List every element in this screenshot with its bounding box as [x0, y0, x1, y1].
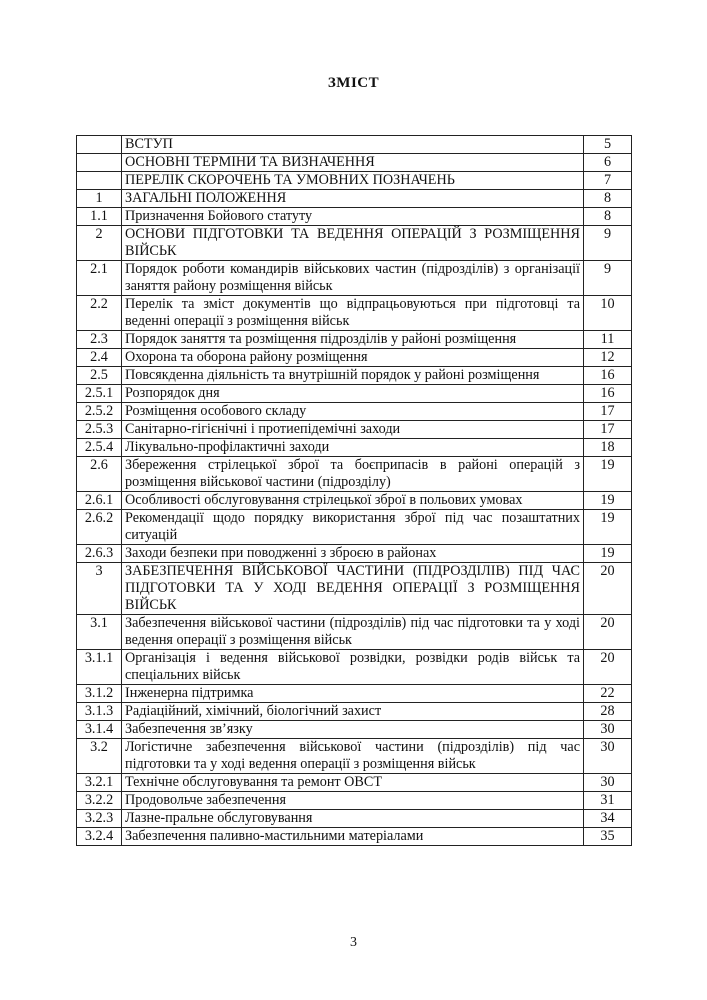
- toc-page-number: 8: [584, 190, 632, 208]
- toc-section-title: Лазне-пральне обслуговування: [122, 810, 584, 828]
- toc-section-number: [77, 136, 122, 154]
- toc-row: [77, 721, 632, 739]
- toc-page-number: 28: [584, 703, 632, 721]
- toc-section-number: 2.5.3: [77, 421, 122, 439]
- toc-section-number: 3.2: [77, 739, 122, 774]
- toc-section-title: Логістичне забезпечення військової частини (підрозділів) під час підготовки та у ході ведення операції з розміщення військ: [122, 739, 584, 774]
- toc-page-number: 19: [584, 457, 632, 492]
- toc-section-number: [77, 172, 122, 190]
- toc-section-title: Організація і ведення військової розвідки, розвідки родів військ та спеціальних військ: [122, 650, 584, 685]
- toc-page-number: 30: [584, 774, 632, 792]
- toc-row: [77, 439, 632, 457]
- toc-page-number: 19: [584, 545, 632, 563]
- toc-page-number: 12: [584, 349, 632, 367]
- toc-row: [77, 563, 632, 615]
- toc-row: [77, 190, 632, 208]
- toc-row: [77, 774, 632, 792]
- toc-row: [77, 208, 632, 226]
- toc-section-number: 3.2.3: [77, 810, 122, 828]
- toc-row: [77, 403, 632, 421]
- toc-section-title: Лікувально-профілактичні заходи: [122, 439, 584, 457]
- toc-page-number: 8: [584, 208, 632, 226]
- toc-row: [77, 650, 632, 685]
- toc-row: [77, 457, 632, 492]
- toc-section-title: Рекомендації щодо порядку використання зброї під час позаштатних ситуацій: [122, 510, 584, 545]
- toc-row: [77, 296, 632, 331]
- toc-section-number: [77, 154, 122, 172]
- toc-section-title: Охорона та оборона району розміщення: [122, 349, 584, 367]
- toc-row: [77, 492, 632, 510]
- toc-row: [77, 792, 632, 810]
- toc-row: [77, 828, 632, 846]
- toc-section-title: Перелік та зміст документів що відпрацьовуються при підготовці та веденні операції з розміщення військ: [122, 296, 584, 331]
- toc-section-title: Порядок роботи командирів військових частин (підрозділів) з організації заняття району розміщення військ: [122, 261, 584, 296]
- toc-row: [77, 545, 632, 563]
- toc-page-number: 16: [584, 367, 632, 385]
- toc-row: [77, 367, 632, 385]
- toc-section-number: 2.6.1: [77, 492, 122, 510]
- toc-section-number: 3.2.1: [77, 774, 122, 792]
- toc-body: [77, 136, 632, 846]
- toc-row: [77, 703, 632, 721]
- toc-page-number: 22: [584, 685, 632, 703]
- toc-section-title: ПЕРЕЛІК СКОРОЧЕНЬ ТА УМОВНИХ ПОЗНАЧЕНЬ: [122, 172, 584, 190]
- toc-section-number: 2.6: [77, 457, 122, 492]
- toc-section-title: Радіаційний, хімічний, біологічний захист: [122, 703, 584, 721]
- toc-section-title: Збереження стрілецької зброї та боєприпасів в районі операцій з розміщення військової частини (підрозділу): [122, 457, 584, 492]
- toc-section-number: 3.1.1: [77, 650, 122, 685]
- toc-section-title: Санітарно-гігієнічні і протиепідемічні заходи: [122, 421, 584, 439]
- toc-page-number: 16: [584, 385, 632, 403]
- toc-section-title: Заходи безпеки при поводженні з зброєю в районах: [122, 545, 584, 563]
- toc-section-title: Повсякденна діяльність та внутрішній порядок у районі розміщення: [122, 367, 584, 385]
- toc-page-number: 18: [584, 439, 632, 457]
- toc-section-number: 3: [77, 563, 122, 615]
- toc-section-title: Забезпечення військової частини (підрозділів) під час підготовки та у ході ведення операції з розміщення військ: [122, 615, 584, 650]
- toc-section-number: 2.4: [77, 349, 122, 367]
- toc-row: [77, 136, 632, 154]
- toc-section-title: ЗАБЕЗПЕЧЕННЯ ВІЙСЬКОВОЇ ЧАСТИНИ (ПІДРОЗДІЛІВ) ПІД ЧАС ПІДГОТОВКИ ТА У ХОДІ ВЕДЕННЯ ОПЕРАЦІЇ З РОЗМІЩЕННЯ ВІЙСЬК: [122, 563, 584, 615]
- toc-section-number: 2.3: [77, 331, 122, 349]
- toc-section-number: 3.1.2: [77, 685, 122, 703]
- toc-section-number: 2.5.4: [77, 439, 122, 457]
- toc-section-title: Забезпечення зв’язку: [122, 721, 584, 739]
- toc-page-number: 35: [584, 828, 632, 846]
- toc-row: [77, 261, 632, 296]
- toc-section-number: 2: [77, 226, 122, 261]
- toc-page-number: 17: [584, 403, 632, 421]
- toc-section-title: ЗАГАЛЬНІ ПОЛОЖЕННЯ: [122, 190, 584, 208]
- toc-section-number: 2.6.2: [77, 510, 122, 545]
- toc-row: [77, 615, 632, 650]
- toc-page-number: 7: [584, 172, 632, 190]
- toc-section-number: 2.2: [77, 296, 122, 331]
- table-of-contents: [76, 135, 632, 846]
- toc-section-title: Інженерна підтримка: [122, 685, 584, 703]
- toc-section-number: 2.5.2: [77, 403, 122, 421]
- toc-section-number: 1: [77, 190, 122, 208]
- toc-row: [77, 385, 632, 403]
- toc-page-number: 11: [584, 331, 632, 349]
- toc-section-title: Призначення Бойового статуту: [122, 208, 584, 226]
- toc-page-number: 9: [584, 261, 632, 296]
- toc-row: [77, 172, 632, 190]
- toc-section-title: Розпорядок дня: [122, 385, 584, 403]
- page-number: 3: [350, 935, 357, 950]
- toc-section-number: 3.1: [77, 615, 122, 650]
- toc-section-title: Особливості обслуговування стрілецької зброї в польових умовах: [122, 492, 584, 510]
- toc-page-number: 19: [584, 492, 632, 510]
- toc-row: [77, 421, 632, 439]
- toc-section-number: 2.1: [77, 261, 122, 296]
- toc-section-title: ВСТУП: [122, 136, 584, 154]
- toc-page-number: 20: [584, 650, 632, 685]
- toc-section-number: 3.1.4: [77, 721, 122, 739]
- toc-row: [77, 349, 632, 367]
- toc-page-number: 34: [584, 810, 632, 828]
- toc-section-number: 2.5: [77, 367, 122, 385]
- toc-page-number: 6: [584, 154, 632, 172]
- toc-section-title: ОСНОВНІ ТЕРМІНИ ТА ВИЗНАЧЕННЯ: [122, 154, 584, 172]
- toc-section-title: Розміщення особового складу: [122, 403, 584, 421]
- toc-page-number: 31: [584, 792, 632, 810]
- toc-row: [77, 739, 632, 774]
- toc-section-title: ОСНОВИ ПІДГОТОВКИ ТА ВЕДЕННЯ ОПЕРАЦІЙ З РОЗМІЩЕННЯ ВІЙСЬК: [122, 226, 584, 261]
- toc-row: [77, 810, 632, 828]
- toc-row: [77, 226, 632, 261]
- toc-page-number: 30: [584, 721, 632, 739]
- toc-section-title: Забезпечення паливно-мастильними матеріалами: [122, 828, 584, 846]
- page-title: ЗМІСТ: [327, 75, 380, 91]
- toc-section-title: Продовольче забезпечення: [122, 792, 584, 810]
- toc-page-number: 9: [584, 226, 632, 261]
- toc-section-number: 1.1: [77, 208, 122, 226]
- toc-row: [77, 154, 632, 172]
- toc-section-number: 2.5.1: [77, 385, 122, 403]
- toc-section-title: Технічне обслуговування та ремонт ОВСТ: [122, 774, 584, 792]
- toc-section-number: 3.1.3: [77, 703, 122, 721]
- toc-section-number: 3.2.4: [77, 828, 122, 846]
- toc-section-number: 2.6.3: [77, 545, 122, 563]
- toc-page-number: 10: [584, 296, 632, 331]
- toc-section-number: 3.2.2: [77, 792, 122, 810]
- toc-page-number: 20: [584, 615, 632, 650]
- toc-section-title: Порядок заняття та розміщення підрозділів у районі розміщення: [122, 331, 584, 349]
- toc-page-number: 17: [584, 421, 632, 439]
- toc-page-number: 19: [584, 510, 632, 545]
- toc-page-number: 20: [584, 563, 632, 615]
- toc-row: [77, 510, 632, 545]
- toc-page-number: 5: [584, 136, 632, 154]
- toc-page-number: 30: [584, 739, 632, 774]
- toc-row: [77, 685, 632, 703]
- toc-row: [77, 331, 632, 349]
